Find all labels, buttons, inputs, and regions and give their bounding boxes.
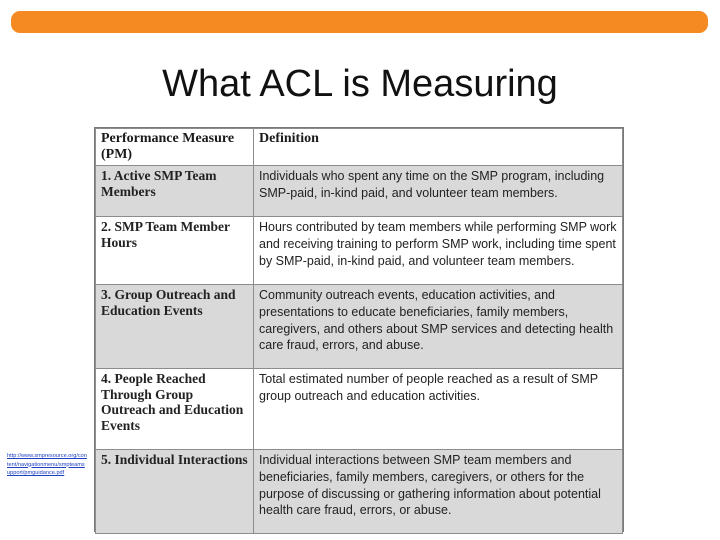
table-row (96, 166, 623, 217)
table-row (96, 369, 623, 450)
definition-cell: Individual interactions between SMP team members and beneficiaries, family members, caregivers, or others for the purpose of discussing or gathering information about potential health care fraud, errors, or abuse. (254, 450, 623, 534)
measure-cell: 2. SMP Team Member Hours (96, 217, 254, 285)
table-row (96, 450, 623, 534)
performance-measures-table-container (94, 127, 624, 532)
definition-cell: Community outreach events, education activities, and presentations to educate beneficiaries, family members, caregivers, and others about SMP services and detecting health care fraud, errors, and abuse. (254, 285, 623, 369)
measure-cell: 5. Individual Interactions (96, 450, 254, 534)
header-performance-measure: Performance Measure (PM) (96, 129, 254, 166)
table-header-row (96, 129, 623, 166)
orange-header-bar (11, 11, 708, 33)
performance-measures-table (95, 128, 623, 534)
header-definition: Definition (254, 129, 623, 166)
measure-cell: 1. Active SMP Team Members (96, 166, 254, 217)
slide-title: What ACL is Measuring (162, 63, 558, 105)
measure-cell: 3. Group Outreach and Education Events (96, 285, 254, 369)
source-link[interactable]: http://www.smpresource.org/content/navigationmenu/smpteamsupport/pmguidance.pdf (7, 453, 87, 476)
definition-cell: Individuals who spent any time on the SMP program, including SMP-paid, in-kind paid, and volunteer team members. (254, 166, 623, 217)
definition-cell: Total estimated number of people reached as a result of SMP group outreach and education activities. (254, 369, 623, 450)
table-row (96, 285, 623, 369)
measure-cell: 4. People Reached Through Group Outreach and Education Events (96, 369, 254, 450)
table-row (96, 217, 623, 285)
definition-cell: Hours contributed by team members while performing SMP work and receiving training to perform SMP work, including time spent by SMP-paid, in-kind paid, and volunteer team members. (254, 217, 623, 285)
